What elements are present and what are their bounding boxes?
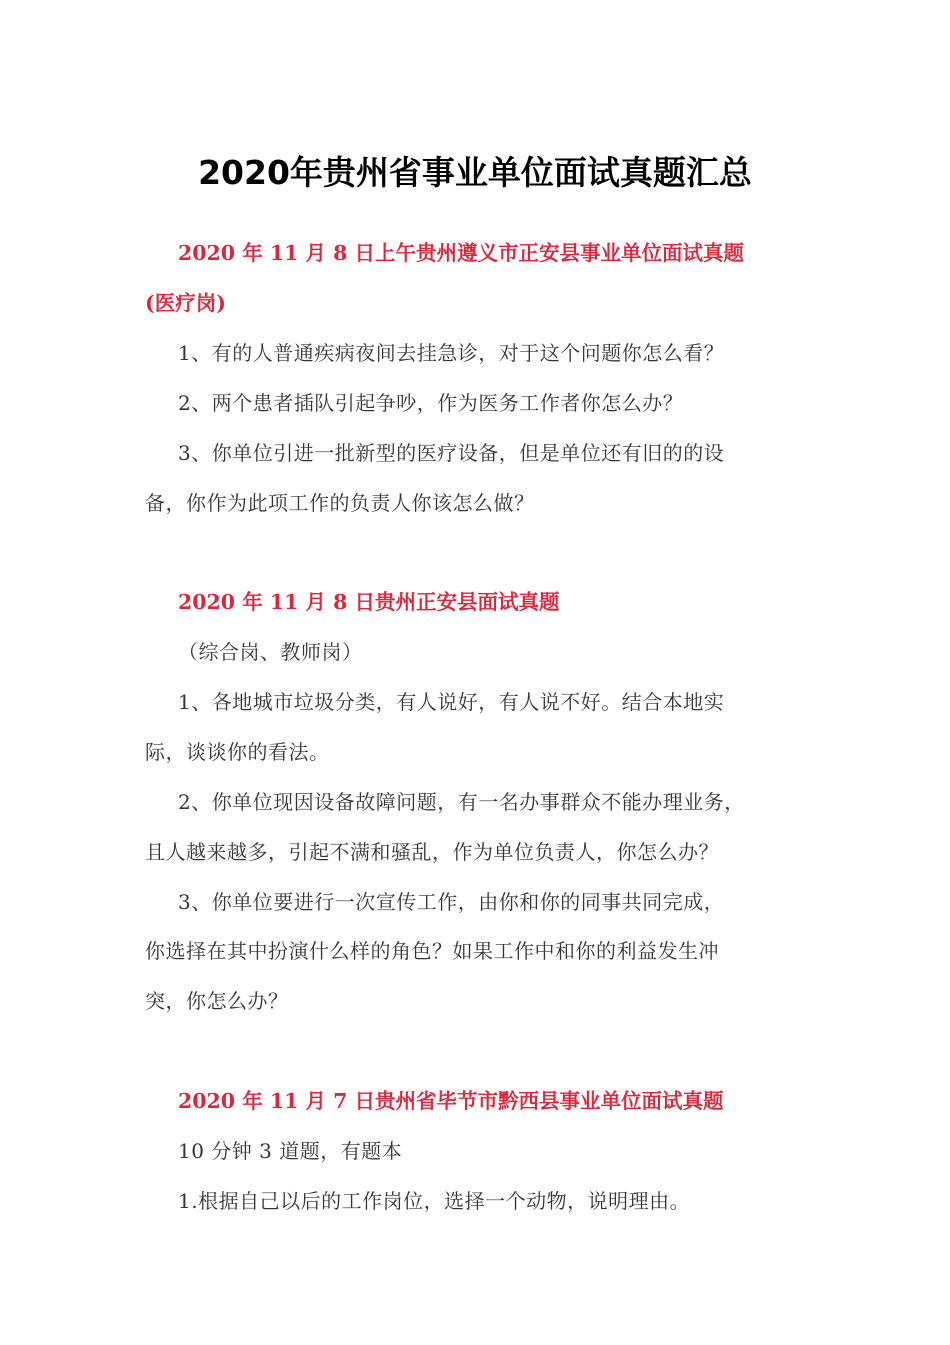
section-2-question-1: 1、各地城市垃圾分类，有人说好，有人说不好。结合本地实	[178, 690, 725, 714]
section-3-question-1: 1.根据自己以后的工作岗位，选择一个动物，说明理由。	[178, 1189, 691, 1213]
section-2-question-2-continued: 且人越来越多，引起不满和骚乱，作为单位负责人，你怎么办？	[145, 840, 719, 864]
section-2-question-3: 3、你单位要进行一次宣传工作，由你和你的同事共同完成，	[178, 890, 725, 914]
section-1-question-3-continued: 备，你作为此项工作的负责人你该怎么做？	[145, 491, 535, 515]
section-1-question-3: 3、你单位引进一批新型的医疗设备，但是单位还有旧的的设	[178, 441, 725, 465]
section-1-heading-continued: (医疗岗)	[145, 291, 226, 315]
section-1-question-1: 1、有的人普通疾病夜间去挂急诊，对于这个问题你怎么看？	[178, 341, 725, 365]
section-1-question-2: 2、两个患者插队引起争吵，作为医务工作者你怎么办？	[178, 391, 684, 415]
section-2-question-1-continued: 际，谈谈你的看法。	[145, 740, 330, 764]
document-title: 2020年贵州省事业单位面试真题汇总	[198, 153, 752, 192]
section-3-note: 10 分钟 3 道题，有题本	[178, 1139, 403, 1163]
section-2-question-3-end: 突，你怎么办？	[145, 989, 289, 1013]
section-2-question-3-continued: 你选择在其中扮演什么样的角色？如果工作中和你的利益发生冲	[145, 939, 719, 963]
section-2-heading: 2020 年 11 月 8 日贵州正安县面试真题	[178, 590, 560, 614]
section-2-question-2: 2、你单位现因设备故障问题，有一名办事群众不能办理业务，	[178, 790, 745, 814]
section-2-subheading: （综合岗、教师岗）	[178, 640, 363, 664]
section-3-heading: 2020 年 11 月 7 日贵州省毕节市黔西县事业单位面试真题	[178, 1089, 724, 1113]
section-1-heading: 2020 年 11 月 8 日上午贵州遵义市正安县事业单位面试真题	[178, 241, 745, 265]
